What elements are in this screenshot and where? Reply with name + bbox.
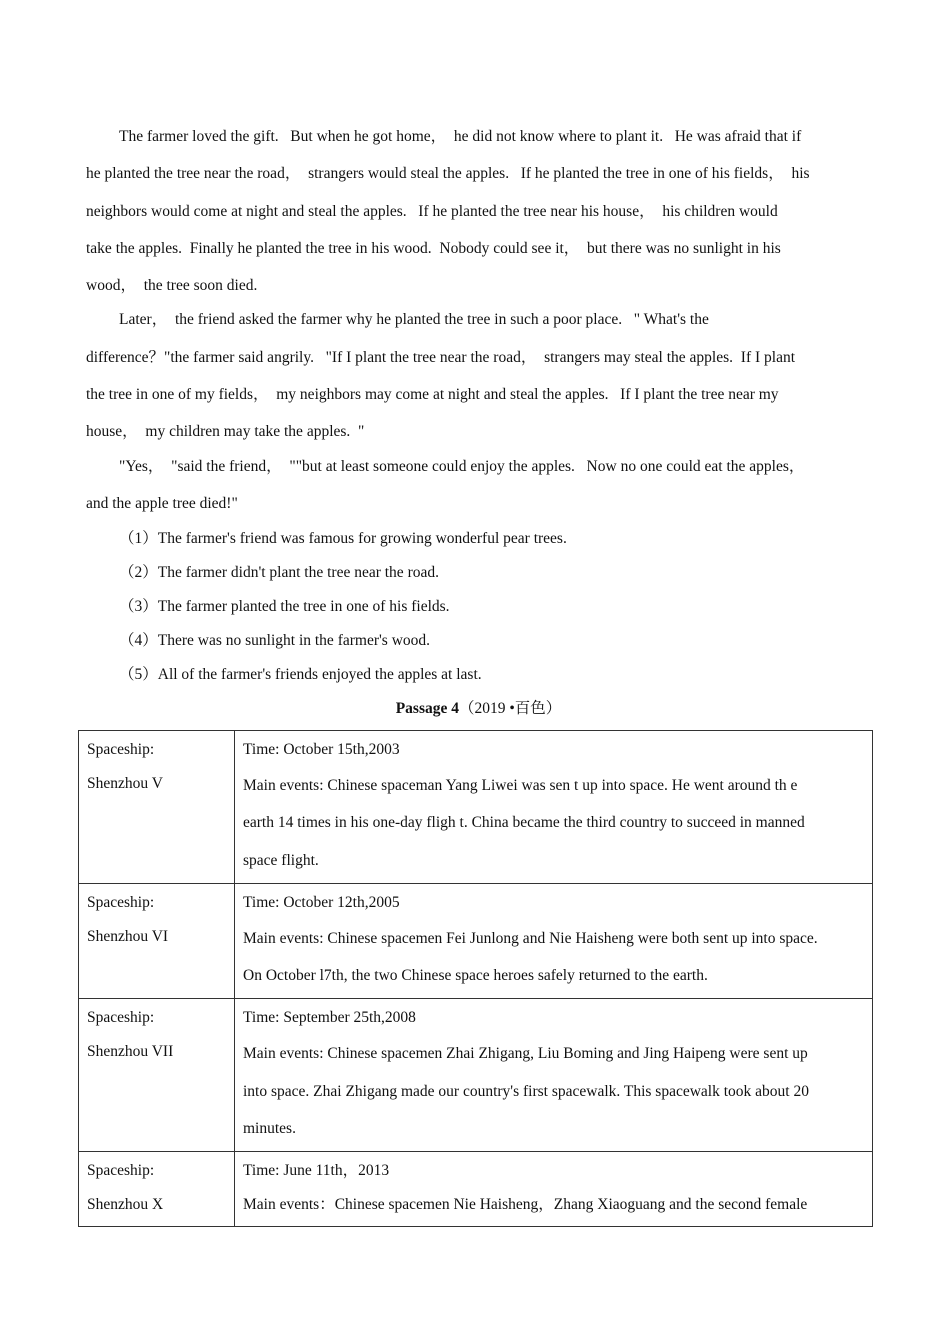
events-cell [235, 883, 873, 999]
spaceship-label: Spaceship: [87, 1162, 155, 1180]
event-text: minutes. [243, 1120, 296, 1138]
statement-2: （2）The farmer didn't plant the tree near the road. [119, 564, 439, 582]
events-cell [235, 1152, 873, 1227]
event-text: Main events: Chinese spacemen Fei Junlong and Nie Haisheng were both sent up into space. [243, 929, 818, 947]
story-paragraph-2 [86, 301, 871, 450]
event-text: earth 14 times in his one-day fligh t. China became the third country to succeed in manned [243, 814, 805, 832]
event-text: space flight. [243, 851, 319, 869]
spaceship-name: Shenzhou X [87, 1196, 164, 1214]
spaceship-name: Shenzhou VI [87, 927, 169, 945]
text-line: the tree in one of my fields， my neighbors may come at night and steal the apples. If I plant the tree near my [86, 386, 779, 404]
event-text: Main events: Chinese spacemen Zhai Zhigang, Liu Boming and Jing Haipeng were sent up [243, 1045, 808, 1063]
text-line: The farmer loved the gift. But when he got home， he did not know where to plant it. He was afraid that if [119, 128, 802, 145]
passage-title [86, 692, 871, 726]
passage-title-source: （2019 •百色） [458, 700, 562, 718]
table-row [79, 731, 873, 884]
spaceship-cell [79, 999, 235, 1152]
statement-3: （3）The farmer planted the tree in one of his fields. [119, 598, 450, 616]
story-paragraph-1 [86, 118, 871, 304]
spaceship-label: Spaceship: [87, 893, 155, 911]
story-text [86, 118, 871, 726]
text-line: difference？"the farmer said angrily. "If I plant the tree near the road， strangers may steal the apples. If I plant [86, 348, 796, 366]
spaceship-name: Shenzhou VII [87, 1043, 174, 1061]
spaceship-label: Spaceship: [87, 741, 155, 758]
events-cell [235, 731, 873, 884]
table-row [79, 1152, 873, 1227]
spaceship-cell [79, 883, 235, 999]
passage-title-bold: Passage 4 [395, 700, 459, 718]
text-line: take the apples. Finally he planted the tree in his wood. Nobody could see it， but there was no sunlight in his [86, 239, 781, 257]
statement-1: （1）The farmer's friend was famous for growing wonderful pear trees. [119, 530, 567, 548]
spaceship-cell [79, 731, 235, 884]
text-line: neighbors would come at night and steal the apples. If he planted the tree near his house， his children would [86, 202, 778, 220]
event-text: Main events: Chinese spaceman Yang Liwei was sen t up into space. He went around th e [243, 777, 798, 794]
spaceship-name: Shenzhou V [87, 775, 163, 792]
event-text: into space. Zhai Zhigang made our country's first spacewalk. This spacewalk took about 20 [243, 1082, 809, 1100]
text-line: he planted the tree near the road， strangers would steal the apples. If he planted the tree in one of his fields， his [86, 165, 810, 183]
event-time: Time: October 15th,2003 [243, 741, 400, 758]
table-row [79, 883, 873, 999]
statement-4: （4）There was no sunlight in the farmer's wood. [119, 632, 431, 650]
event-time: Time: October 12th,2005 [243, 893, 400, 911]
event-text: On October l7th, the two Chinese space heroes safely returned to the earth. [243, 967, 708, 985]
event-time: Time: September 25th,2008 [243, 1009, 416, 1027]
table-row [79, 999, 873, 1152]
spaceship-table [78, 730, 873, 1227]
story-paragraph-3 [86, 448, 871, 523]
event-time: Time: June 11th，2013 [243, 1162, 390, 1180]
text-line: wood， the tree soon died. [86, 277, 258, 295]
event-text: Main events：Chinese spacemen Nie Haisheng，Zhang Xiaoguang and the second female [243, 1196, 808, 1214]
text-line: and the apple tree died!" [86, 494, 238, 512]
text-line: house， my children may take the apples. " [86, 423, 365, 441]
spaceship-cell [79, 1152, 235, 1227]
events-cell [235, 999, 873, 1152]
text-line: "Yes， "said the friend， ""but at least someone could enjoy the apples. Now no one could eat the apples， [119, 457, 805, 475]
text-line: Later， the friend asked the farmer why he planted the tree in such a poor place. " What's the [119, 311, 709, 329]
spaceship-label: Spaceship: [87, 1009, 155, 1027]
statement-5: （5）All of the farmer's friends enjoyed the apples at last. [119, 666, 482, 684]
